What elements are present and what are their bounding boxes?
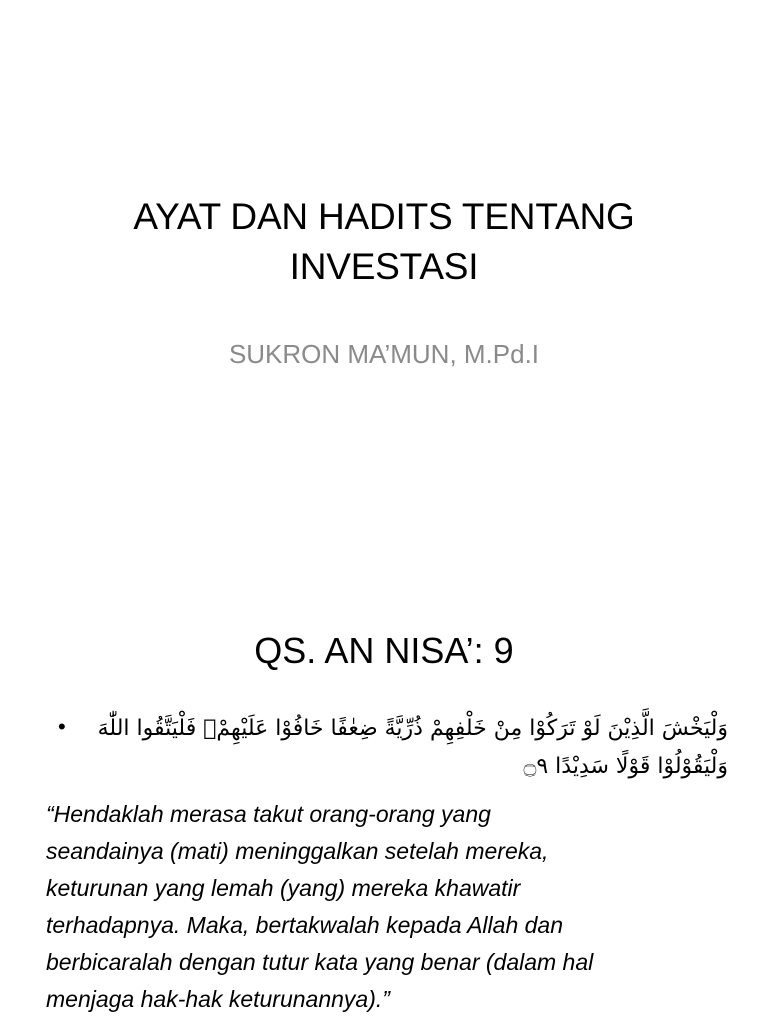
arabic-verse-line-2: وَلْيَقُوْلُوْا قَوْلًا سَدِيْدًا ۝٩ <box>523 754 728 779</box>
translation-line: menjaga hak-hak keturunannya).” <box>46 986 390 1012</box>
bullet-icon: • <box>58 714 66 739</box>
translation-line: keturunan yang lemah (yang) mereka khawatir <box>46 875 521 901</box>
verse-translation <box>46 796 736 1018</box>
content-slide <box>0 576 768 1024</box>
arabic-verse <box>84 710 728 786</box>
slide-subtitle-author: SUKRON MA’MUN, M.Pd.I <box>228 339 540 369</box>
translation-line: terhadapnya. Maka, bertakwalah kepada Allah dan <box>46 912 563 938</box>
slide-heading: QS. AN NISA’: 9 <box>254 630 514 671</box>
slide-title-line-1: AYAT DAN HADITS TENTANG <box>133 196 635 237</box>
arabic-verse-line-1: وَلْيَخْشَ الَّذِيْنَ لَوْ تَرَكُوْا مِنْ خَلْفِهِمْ ذُرِّيَّةً ضِعٰفًا خَافُوْا عَلَيْهِمْۖ فَلْيَتَّقُوا اللّٰهَ <box>97 716 728 741</box>
translation-line: berbicaralah dengan tutur kata yang benar (dalam hal <box>46 949 594 975</box>
slide-title-line-2: INVESTASI <box>289 246 479 287</box>
translation-line: seandainya (mati) meninggalkan setelah mereka, <box>46 838 549 864</box>
translation-line: “Hendaklah merasa takut orang-orang yang <box>46 801 491 827</box>
slide-title <box>60 192 708 292</box>
arabic-verse-bullet <box>44 710 728 786</box>
